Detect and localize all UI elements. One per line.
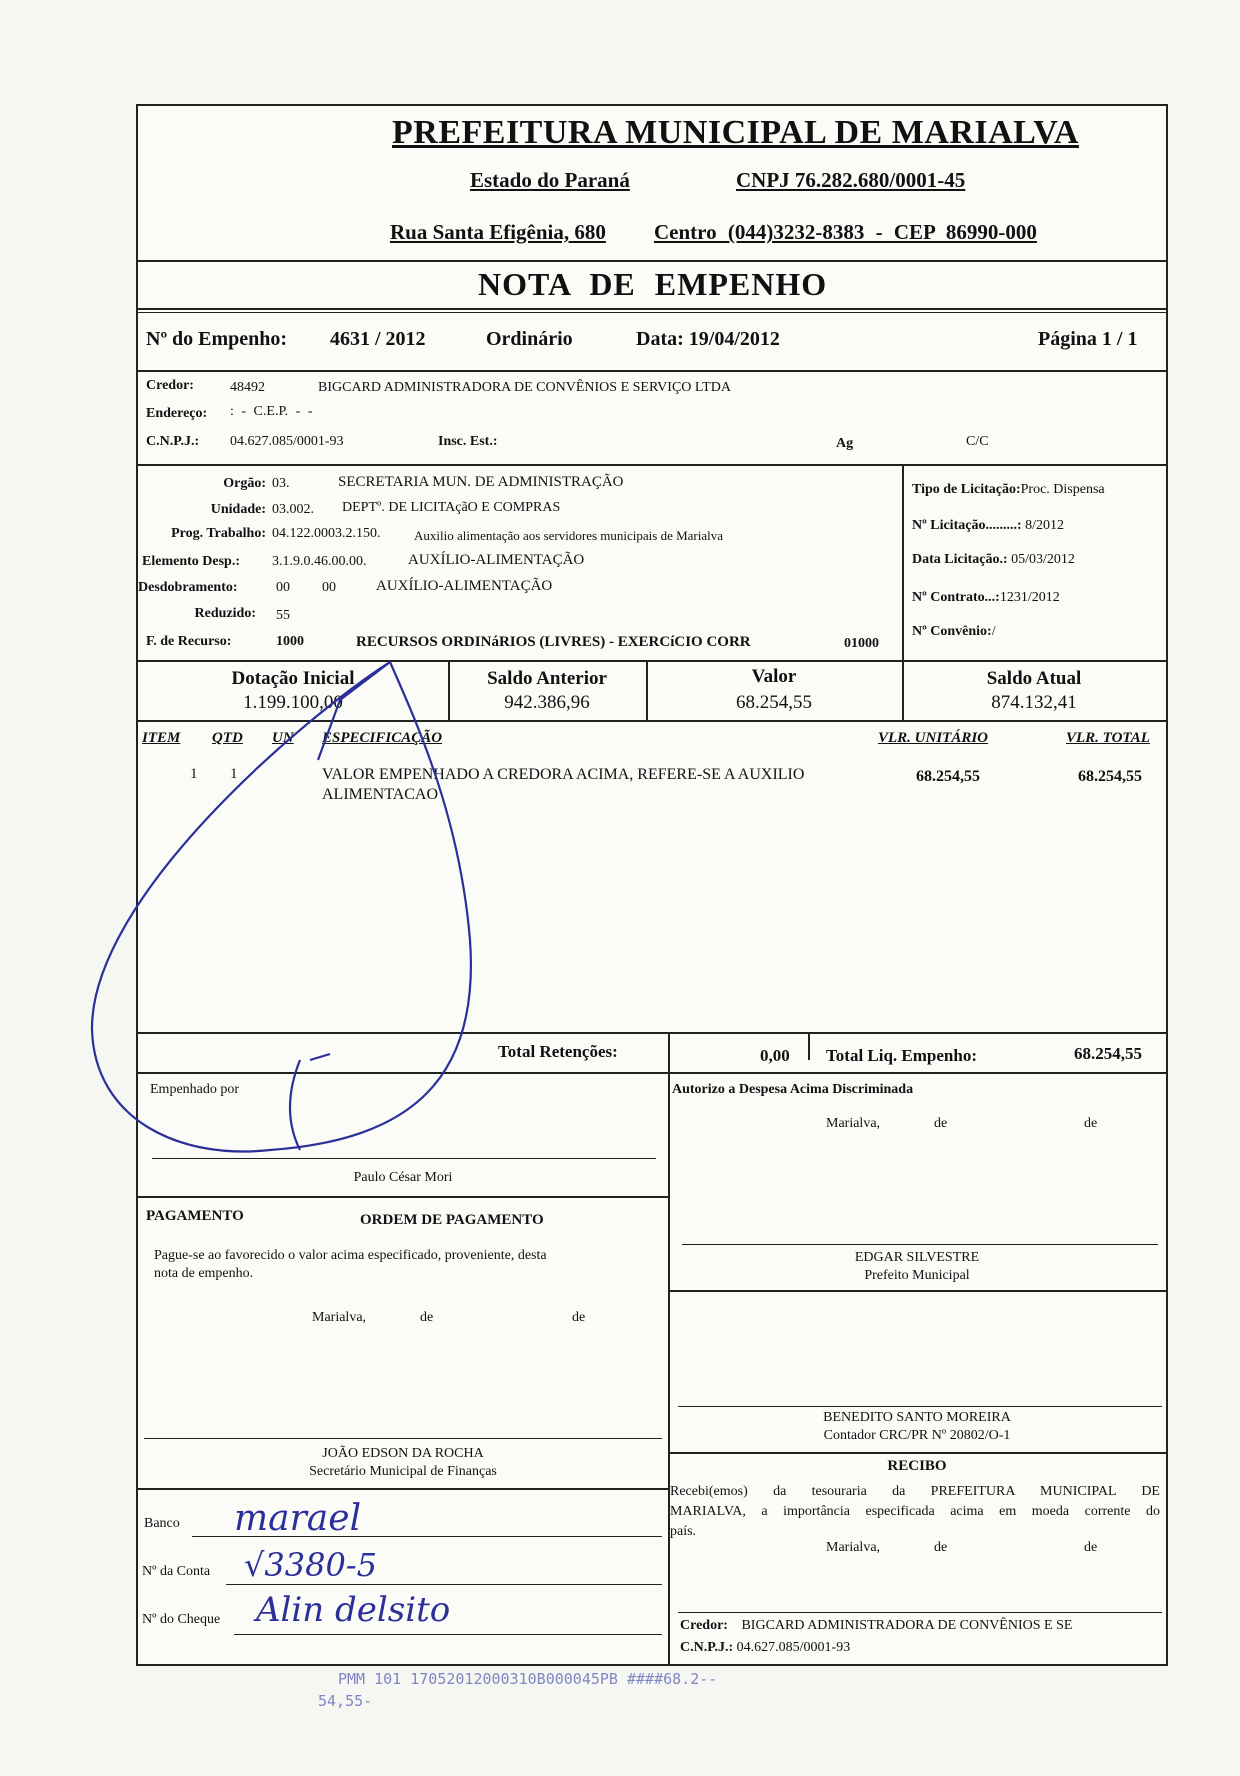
desdobramento-label: Desdobramento: — [138, 580, 238, 595]
pag-de-1: de — [420, 1310, 434, 1325]
dotacao-label: Dotação Inicial — [231, 668, 355, 689]
empenhado-por-label: Empenhado por — [150, 1082, 240, 1097]
recibo-credor-name: BIGCARD ADMINISTRADORA DE CONVÊNIOS E SE — [741, 1618, 1073, 1633]
header-address: Rua Santa Efigênia, 680 — [390, 220, 606, 244]
orgao-name: SECRETARIA MUN. DE ADMINISTRAÇÃO — [338, 474, 624, 490]
endereco-label: Endereço: — [146, 406, 208, 421]
pag-de-2: de — [572, 1310, 586, 1325]
prog-trabalho-desc: Auxilio alimentação aos servidores municipais de Marialva — [414, 528, 724, 543]
credor-label: Credor: — [146, 378, 194, 393]
data-licitacao-label: Data Licitação.: — [912, 552, 1008, 567]
tipo-licitacao-value: Proc. Dispensa — [1020, 482, 1105, 497]
total-liq-label: Total Liq. Empenho: — [826, 1046, 977, 1065]
saldo-anterior-value: 942.386,96 — [504, 692, 590, 713]
empenho-number-label: Nº do Empenho: — [146, 328, 288, 350]
desdobramento-code2: 00 — [322, 580, 336, 595]
aut-de-1: de — [934, 1116, 948, 1131]
valor-value: 68.254,55 — [736, 692, 812, 713]
prog-trabalho-label: Prog. Trabalho: — [171, 526, 266, 541]
col-qtd-header: QTD — [212, 730, 243, 746]
recibo-cnpj-value: 04.627.085/0001-93 — [736, 1640, 851, 1655]
cc-label: C/C — [966, 434, 989, 449]
elemento-label: Elemento Desp.: — [142, 554, 240, 569]
credor-cnpj: 04.627.085/0001-93 — [230, 434, 344, 449]
unidade-code: 03.002. — [272, 502, 314, 517]
credor-code: 48492 — [230, 380, 265, 395]
unidade-label: Unidade: — [210, 502, 266, 517]
conta-label: Nº da Conta — [142, 1564, 211, 1579]
col-vlr-total-header: VLR. TOTAL — [1066, 730, 1150, 746]
saldo-atual-label: Saldo Atual — [986, 668, 1082, 689]
recurso-name: RECURSOS ORDINáRIOS (LIVRES) - EXERCíCIO CORR — [356, 634, 751, 650]
convenio-value: / — [991, 624, 996, 639]
banco-label: Banco — [144, 1516, 180, 1531]
orgao-code: 03. — [272, 476, 290, 491]
rec-de-2: de — [1084, 1540, 1098, 1555]
item-unit-value: 68.254,55 — [916, 768, 980, 785]
total-liq-value: 68.254,55 — [1074, 1044, 1142, 1063]
header-state: Estado do Paraná — [470, 168, 630, 192]
item-desc-line2: ALIMENTACAO — [322, 786, 439, 803]
pagamento-label: PAGAMENTO — [146, 1208, 244, 1224]
saldo-atual-value: 874.132,41 — [991, 692, 1077, 713]
cheque-label: Nº do Cheque — [142, 1612, 221, 1627]
rec-de-1: de — [934, 1540, 948, 1555]
page-number: Página 1 / 1 — [1038, 328, 1138, 350]
recibo-text2: MARIALVA, a importância especificada acima em moeda corrente do — [670, 1504, 1160, 1519]
cnpj-label: C.N.P.J.: — [146, 434, 200, 449]
empenho-date: Data: 19/04/2012 — [636, 328, 780, 350]
tipo-licitacao-label: Tipo de Licitação: — [912, 482, 1021, 497]
recurso-label: F. de Recurso: — [146, 634, 232, 649]
valor-label: Valor — [751, 666, 797, 687]
recibo-text3: país. — [670, 1524, 697, 1539]
prog-trabalho-code: 04.122.0003.2.150. — [272, 526, 381, 541]
empenho-type: Ordinário — [486, 328, 573, 350]
doc-title: NOTA DE EMPENHO — [478, 266, 828, 302]
credor-name: BIGCARD ADMINISTRADORA DE CONVÊNIOS E SERVIÇO LTDA — [318, 380, 731, 395]
conta-handwritten: √3380-5 — [244, 1546, 377, 1584]
contador-role: Contador CRC/PR Nº 20802/O-1 — [823, 1428, 1011, 1443]
desdobramento-name: AUXÍLIO-ALIMENTAÇÃO — [376, 578, 553, 594]
contrato-value: 1231/2012 — [999, 590, 1060, 605]
rec-marialva: Marialva, — [826, 1540, 881, 1555]
secretario-name: JOÃO EDSON DA ROCHA — [322, 1446, 484, 1461]
contrato-label: Nº Contrato...: — [912, 590, 1000, 605]
elemento-code: 3.1.9.0.46.00.00. — [272, 554, 367, 569]
reduzido-label: Reduzido: — [194, 606, 256, 621]
header-cnpj: CNPJ 76.282.680/0001-45 — [736, 168, 966, 192]
header-title: PREFEITURA MUNICIPAL DE MARIALVA — [392, 114, 1079, 151]
desdobramento-code1: 00 — [276, 580, 290, 595]
data-licitacao-value: 05/03/2012 — [1011, 552, 1075, 567]
pag-marialva: Marialva, — [312, 1310, 367, 1325]
num-licitacao-label: Nº Licitação.........: — [912, 518, 1022, 533]
prefeito-role: Prefeito Municipal — [864, 1268, 970, 1283]
processing-stamp-line2: 54,55- — [318, 1692, 373, 1710]
prefeito-name: EDGAR SILVESTRE — [854, 1250, 980, 1265]
header-address-centro: Centro (044)3232-8383 - CEP 86990-000 — [654, 220, 1037, 244]
item-qtd: 1 — [230, 766, 238, 782]
unidade-name: DEPTº. DE LICITAçãO E COMPRAS — [342, 500, 561, 515]
empenhado-name: Paulo César Mori — [353, 1170, 453, 1185]
recibo-credor-label: Credor: — [680, 1618, 728, 1633]
recibo-text1: Recebi(emos) da tesouraria da PREFEITURA MUNICIPAL DE — [670, 1484, 1160, 1499]
aut-de-2: de — [1084, 1116, 1098, 1131]
item-total-value: 68.254,55 — [1078, 768, 1142, 785]
autorizo-text: Autorizo a Despesa Acima Discriminada — [672, 1082, 914, 1097]
ag-label: Ag — [836, 436, 854, 451]
dotacao-value: 1.199.100,00 — [243, 692, 343, 713]
empenho-number: 4631 / 2012 — [330, 328, 426, 350]
saldo-anterior-label: Saldo Anterior — [487, 668, 607, 689]
processing-stamp-line1: PMM 101 17052012000310B000045PB ####68.2-- — [338, 1670, 718, 1688]
orgao-label: Orgão: — [223, 476, 266, 491]
contador-name: BENEDITO SANTO MOREIRA — [823, 1410, 1011, 1425]
total-retencoes-value: 0,00 — [760, 1046, 790, 1065]
total-retencoes-label: Total Retenções: — [498, 1042, 618, 1061]
nota-empenho-document — [136, 104, 1168, 1666]
reduzido-value: 55 — [276, 608, 290, 623]
recibo-cnpj-label: C.N.P.J.: — [680, 1640, 734, 1655]
recibo-title: RECIBO — [887, 1458, 947, 1474]
col-especificacao-header: ESPECIFICAÇÃO — [322, 730, 443, 746]
pagamento-text1: Pague-se ao favorecido o valor acima especificado, proveniente, desta — [154, 1248, 547, 1263]
ordem-pagamento-title: ORDEM DE PAGAMENTO — [360, 1212, 544, 1228]
num-licitacao-value: 8/2012 — [1025, 518, 1064, 533]
insc-est-label: Insc. Est.: — [438, 434, 498, 449]
secretario-role: Secretário Municipal de Finanças — [309, 1464, 497, 1479]
banco-handwritten: marael — [234, 1498, 362, 1539]
convenio-label: Nº Convênio: — [912, 624, 992, 639]
cheque-handwritten: Alin delsito — [256, 1590, 451, 1630]
col-un-header: UN — [272, 730, 294, 746]
col-vlr-unitario-header: VLR. UNITÁRIO — [878, 730, 989, 746]
item-number: 1 — [190, 766, 198, 782]
endereco-value: : - C.E.P. - - — [230, 404, 313, 419]
recurso-code: 1000 — [276, 634, 304, 649]
pagamento-text2: nota de empenho. — [154, 1266, 254, 1281]
elemento-name: AUXÍLIO-ALIMENTAÇÃO — [408, 552, 585, 568]
item-desc-line1: VALOR EMPENHADO A CREDORA ACIMA, REFERE-SE A AUXILIO — [322, 766, 805, 783]
col-item-header: ITEM — [142, 730, 181, 746]
recurso-number: 01000 — [844, 636, 879, 651]
aut-marialva: Marialva, — [826, 1116, 881, 1131]
